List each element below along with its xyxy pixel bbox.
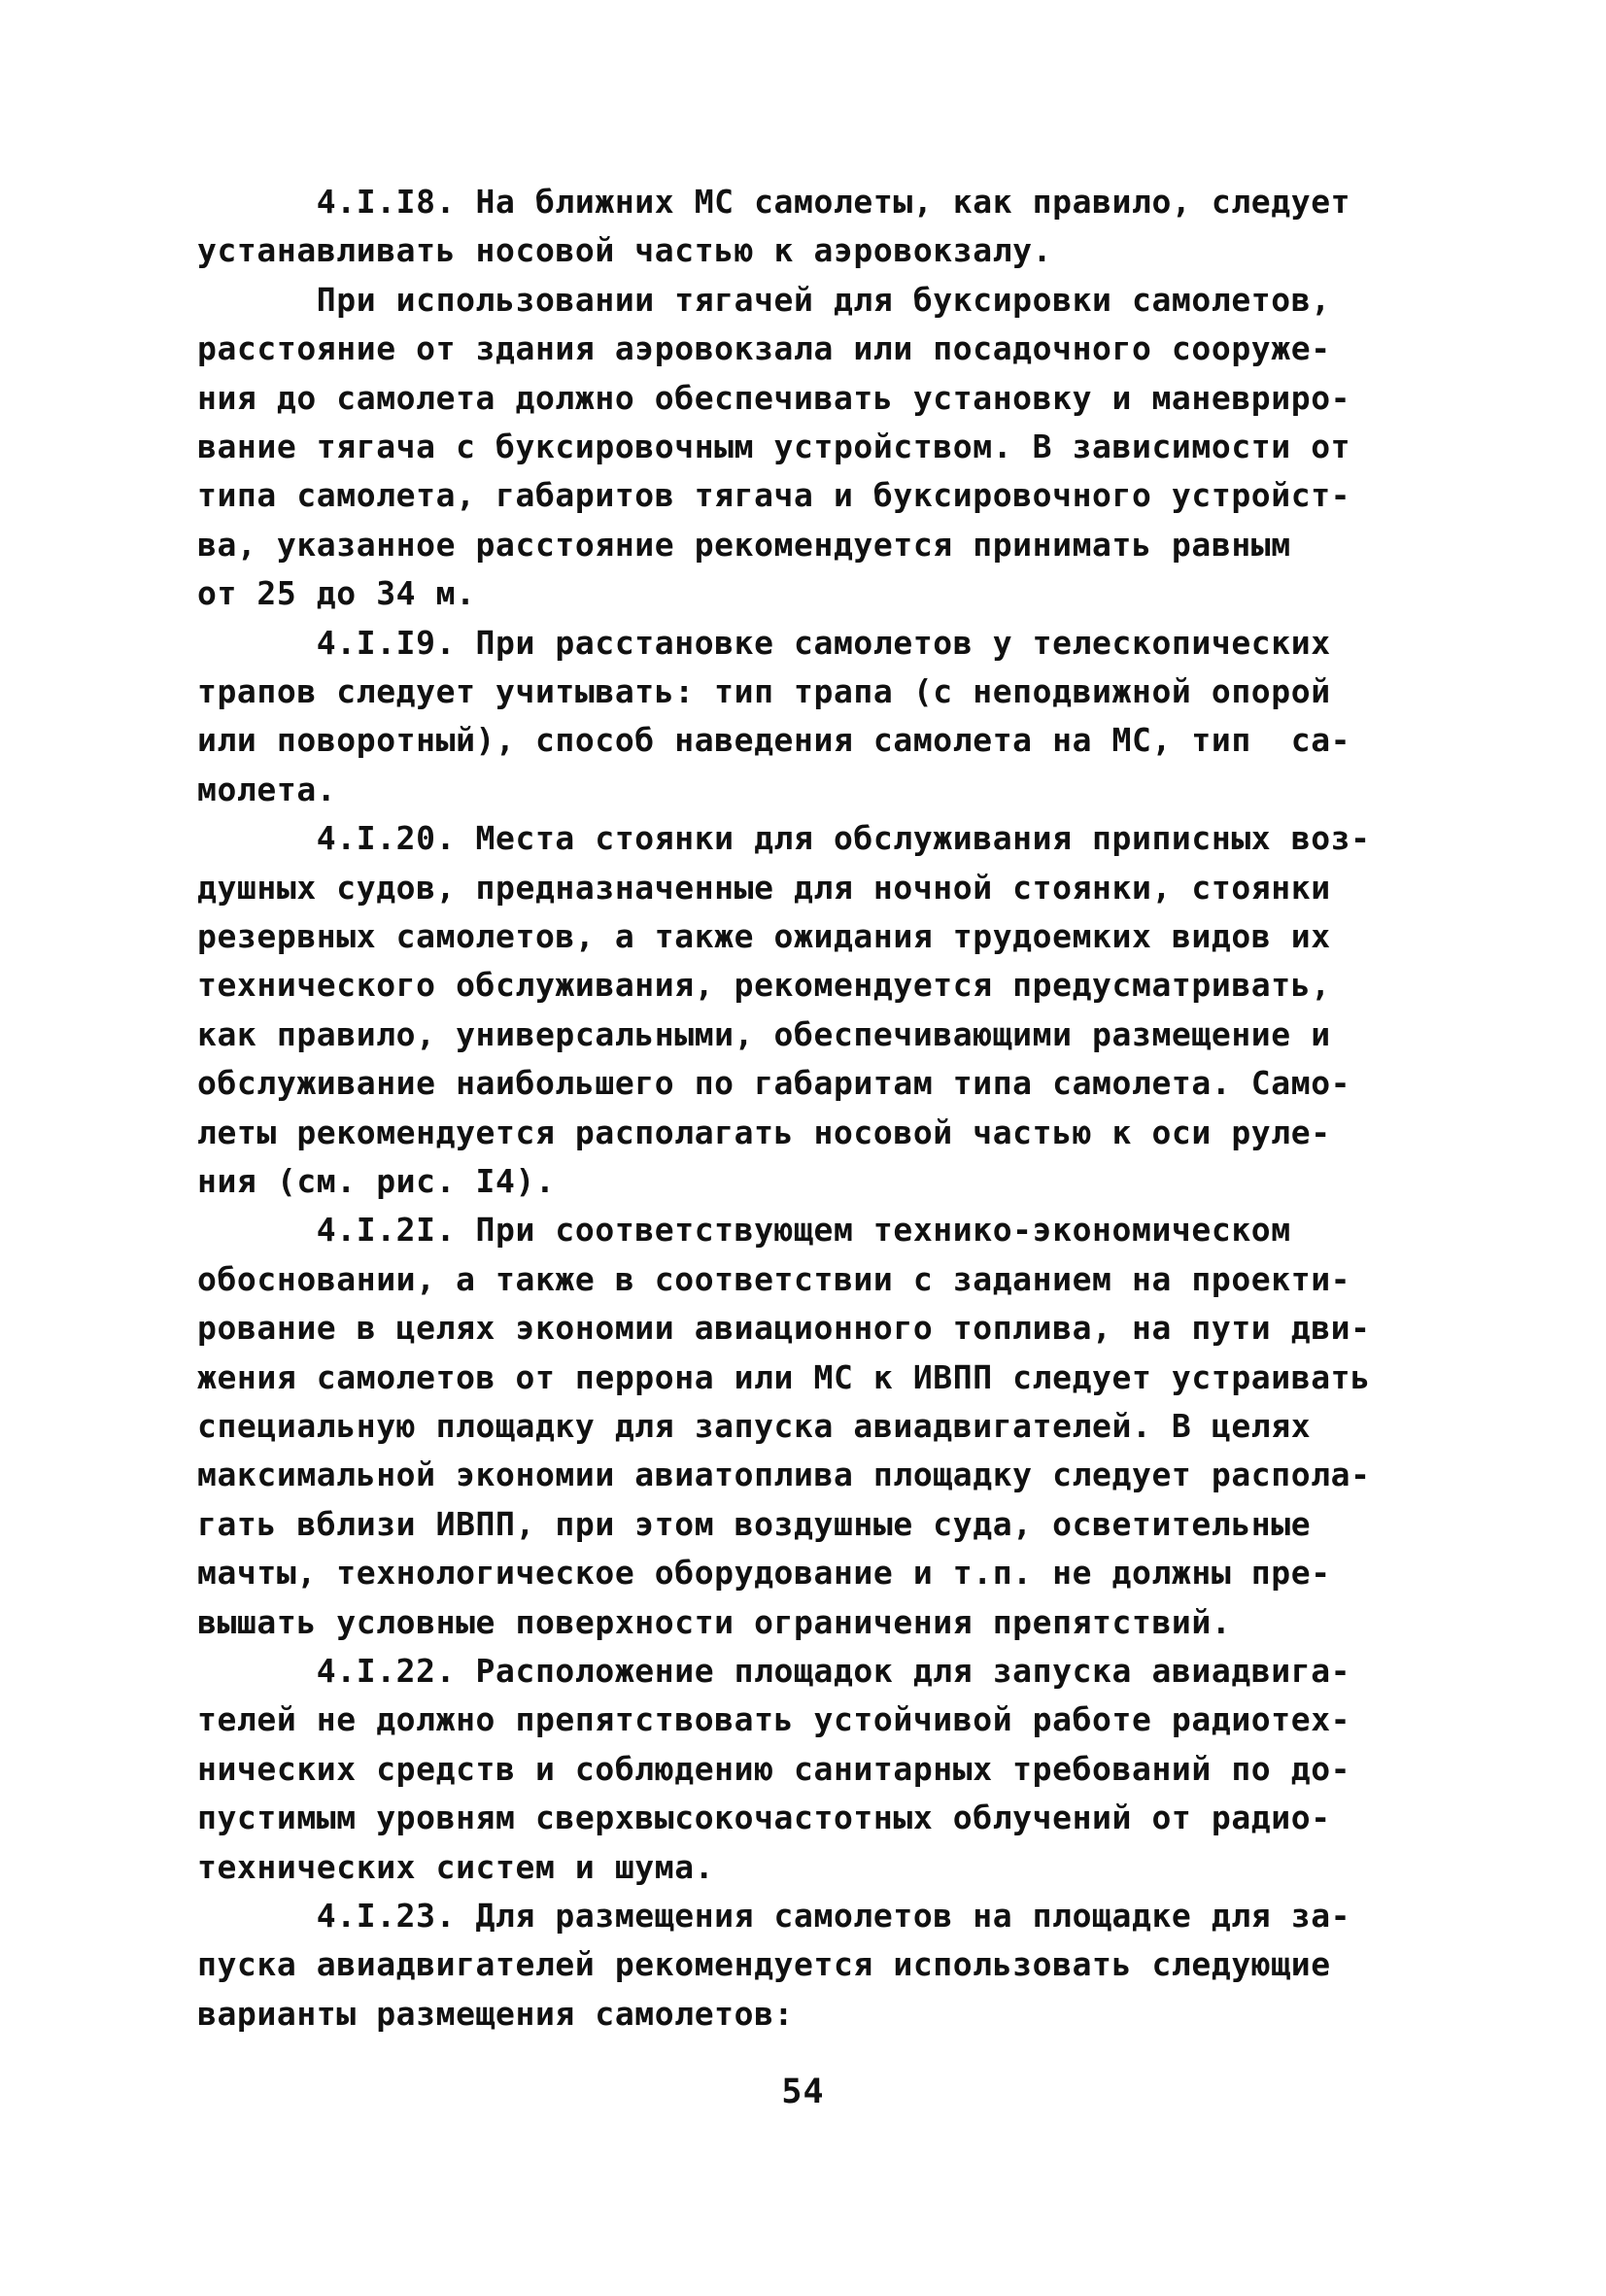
text-line: 4.I.23. Для размещения самолетов на площадке для за- xyxy=(197,1897,1351,1935)
text-line: 4.I.I9. При расстановке самолетов у телескопических xyxy=(197,623,1331,662)
text-line: При использовании тягачей для буксировки самолетов, xyxy=(197,280,1331,319)
text-line: рование в целях экономии авиационного топлива, на пути дви- xyxy=(197,1309,1371,1348)
text-line: ния до самолета должно обеспечивать установку и маневриро- xyxy=(197,378,1351,417)
text-line: нических средств и соблюдению санитарных требований по до- xyxy=(197,1749,1351,1788)
text-line: 4.I.2I. При соответствующем технико-экономическом xyxy=(197,1211,1291,1250)
text-line: пустимым уровням сверхвысокочастотных облучений от радио- xyxy=(197,1799,1331,1837)
page-number: 54 xyxy=(781,2073,825,2111)
text-line: 4.I.I8. На ближних МС самолеты, как правило, следует xyxy=(197,183,1351,221)
text-line: молета. xyxy=(197,770,337,808)
text-line: ния (см. рис. I4). xyxy=(197,1162,556,1200)
text-line: жения самолетов от перрона или МС к ИВПП следует устраивать xyxy=(197,1357,1371,1396)
text-line: леты рекомендуется располагать носовой частью к оси руле- xyxy=(197,1113,1331,1151)
text-line: технического обслуживания, рекомендуется предусматривать, xyxy=(197,966,1331,1005)
text-line: расстояние от здания аэровокзала или посадочного сооруже- xyxy=(197,329,1331,368)
text-line: варианты размещения самолетов: xyxy=(197,1994,795,2033)
text-line: вание тягача с буксировочным устройством. В зависимости от xyxy=(197,428,1351,465)
text-line: или поворотный), способ наведения самолета на МС, тип са- xyxy=(197,721,1351,760)
text-line: максимальной экономии авиатоплива площадку следует распола- xyxy=(197,1456,1371,1494)
text-line: специальную площадку для запуска авиадвигателей. В целях xyxy=(197,1407,1312,1445)
text-line: 4.I.22. Расположение площадок для запуска авиадвига- xyxy=(197,1652,1351,1690)
text-line: пуска авиадвигателей рекомендуется использовать следующие xyxy=(197,1945,1331,1984)
text-line: телей не должно препятствовать устойчивой работе радиотех- xyxy=(197,1700,1351,1739)
text-line: резервных самолетов, а также ожидания трудоемких видов их xyxy=(197,917,1331,955)
text-line: как правило, универсальными, обеспечивающими размещение и xyxy=(197,1014,1331,1053)
text-line: трапов следует учитывать: тип трапа (с неподвижной опорой xyxy=(197,672,1331,710)
text-line: устанавливать носовой частью к аэровокзалу. xyxy=(197,231,1053,270)
text-line: технических систем и шума. xyxy=(197,1847,715,1886)
text-line: 4.I.20. Места стоянки для обслуживания приписных воз- xyxy=(197,819,1371,858)
text-line: ва, указанное расстояние рекомендуется принимать равным xyxy=(197,525,1291,564)
text-line: от 25 до 34 м. xyxy=(197,574,476,613)
text-line: вышать условные поверхности ограничения препятствий. xyxy=(197,1602,1232,1641)
text-line: обосновании, а также в соответствии с заданием на проекти- xyxy=(197,1259,1351,1298)
text-line: мачты, технологическое оборудование и т.п. не должны пре- xyxy=(197,1554,1331,1593)
text-line: типа самолета, габаритов тягача и буксировочного устройст- xyxy=(197,476,1351,515)
text-line: гать вблизи ИВПП, при этом воздушные суда, осветительные xyxy=(197,1504,1312,1543)
text-line: обслуживание наибольшего по габаритам типа самолета. Само- xyxy=(197,1064,1351,1103)
text-line: душных судов, предназначенные для ночной стоянки, стоянки xyxy=(197,868,1331,907)
